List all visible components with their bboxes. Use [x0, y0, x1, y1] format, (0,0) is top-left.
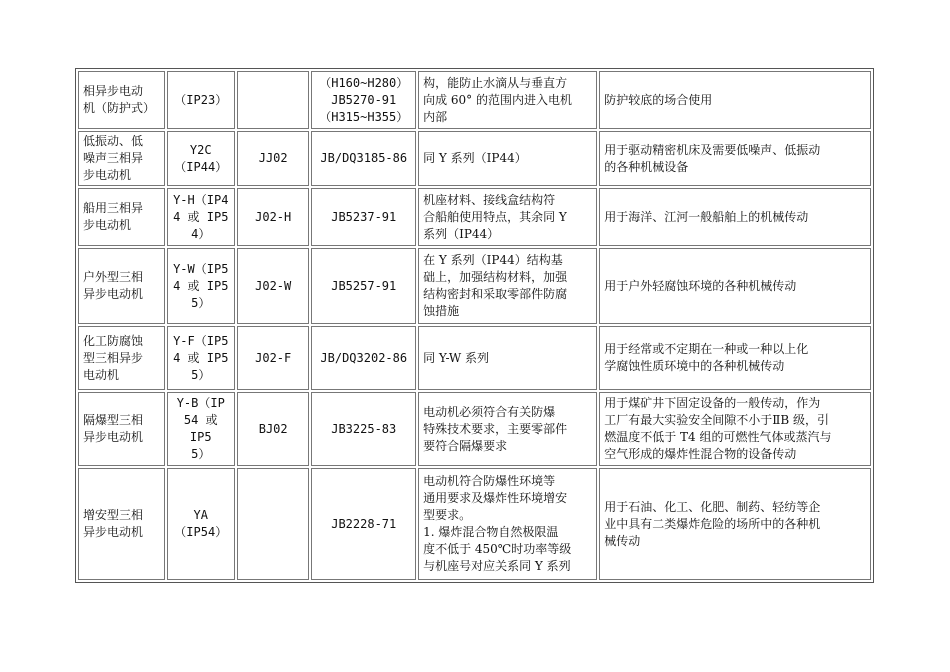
cell-usage [599, 392, 871, 466]
cell-text: YA （IP54） [174, 508, 228, 539]
cell-old-model [237, 71, 309, 129]
cell-usage [599, 131, 871, 186]
cell-text: 同 Y-W 系列 [423, 350, 490, 365]
cell-features [418, 71, 597, 129]
table-row [78, 131, 871, 186]
cell-text: 低振动、低 噪声三相异 步电动机 [83, 134, 144, 182]
cell-text: Y-H（IP4 4 或 IP5 4） [173, 192, 229, 241]
cell-text: （IP23） [174, 92, 228, 107]
cell-text: BJ02 [258, 421, 288, 436]
cell-standard [311, 326, 416, 390]
cell-text: JB/DQ3185-86 [320, 151, 408, 165]
cell-model-code [167, 392, 235, 466]
cell-usage [599, 326, 871, 390]
cell-text: 用于经常或不定期在一种或一种以上化 学腐蚀性质环境中的各种机械传动 [604, 342, 809, 373]
cell-motor-name [78, 392, 165, 466]
cell-motor-name [78, 131, 165, 186]
cell-standard [311, 468, 416, 580]
cell-motor-name [78, 468, 165, 580]
cell-text: 在 Y 系列（IP44）结构基 础上，加强结构材料，加强 结构密封和采取零部件防腐 蚀措施 [423, 253, 568, 318]
cell-text: 构，能防止水滴从与垂直方 向成 60° 的范围内进入电机 内部 [423, 75, 572, 124]
cell-standard [311, 248, 416, 324]
cell-text: JB/DQ3202-86 [320, 350, 408, 365]
table-row [78, 188, 871, 246]
cell-old-model [237, 392, 309, 466]
cell-text: J02-F [255, 350, 292, 365]
cell-features [418, 248, 597, 324]
cell-text: J02-W [255, 278, 292, 293]
cell-model-code [167, 188, 235, 246]
table-body [78, 71, 871, 580]
cell-text: 机座材料、接线盒结构符 合船舶使用特点，其余同 Y 系列（IP44） [423, 192, 567, 241]
cell-features [418, 326, 597, 390]
cell-text: JJ02 [258, 151, 288, 165]
cell-text: Y-B（IP 54 或 IP5 5） [176, 396, 225, 461]
cell-standard [311, 131, 416, 186]
cell-features [418, 468, 597, 580]
cell-text: JB5237-91 [331, 209, 397, 224]
cell-standard [311, 188, 416, 246]
cell-text: 隔爆型三相 异步电动机 [83, 413, 144, 444]
cell-model-code [167, 131, 235, 186]
cell-text: 船用三相异 步电动机 [83, 201, 144, 232]
cell-model-code [167, 71, 235, 129]
cell-text: 用于户外轻腐蚀环境的各种机械传动 [604, 278, 797, 293]
table-row [78, 392, 871, 466]
table-row [78, 248, 871, 324]
cell-features [418, 188, 597, 246]
cell-text: 用于海洋、江河一般船舶上的机械传动 [604, 209, 809, 224]
cell-old-model [237, 248, 309, 324]
table-row [78, 468, 871, 580]
table-row [78, 326, 871, 390]
cell-text: （H160~H280） JB5270-91 （H315~H355） [319, 75, 409, 124]
cell-model-code [167, 468, 235, 580]
cell-text: 电动机符合防爆性环境等 通用要求及爆炸性环境增安 型要求。 1. 爆炸混合物自然极限温 度不低于 450℃时功率等级 与机座号对应关系同 Y 系列 [423, 474, 572, 573]
cell-model-code [167, 248, 235, 324]
cell-text: Y2C （IP44） [174, 142, 228, 174]
cell-text: 用于石油、化工、化肥、制药、轻纺等企 业中具有二类爆炸危险的场所中的各种机 械传动 [604, 499, 821, 548]
cell-usage [599, 248, 871, 324]
cell-model-code [167, 326, 235, 390]
cell-motor-name [78, 326, 165, 390]
cell-text: 同 Y 系列（IP44） [423, 151, 527, 165]
cell-old-model [237, 468, 309, 580]
cell-text: J02-H [255, 209, 292, 224]
cell-text: JB3225-83 [331, 421, 397, 436]
cell-text: JB2228-71 [331, 516, 397, 531]
cell-features [418, 392, 597, 466]
cell-standard [311, 71, 416, 129]
cell-usage [599, 71, 871, 129]
cell-motor-name [78, 248, 165, 324]
cell-features [418, 131, 597, 186]
cell-text: 防护较底的场合使用 [604, 92, 713, 107]
cell-motor-name [78, 71, 165, 129]
cell-usage [599, 468, 871, 580]
cell-motor-name [78, 188, 165, 246]
cell-text: Y-W（IP5 4 或 IP5 5） [173, 261, 229, 310]
cell-text: 户外型三相 异步电动机 [83, 270, 144, 301]
cell-text: 相异步电动 机（防护式） [83, 84, 156, 115]
cell-old-model [237, 188, 309, 246]
cell-standard [311, 392, 416, 466]
cell-text: JB5257-91 [331, 278, 397, 293]
cell-text: 化工防腐蚀 型三相异步 电动机 [83, 333, 144, 382]
cell-text: 用于驱动精密机床及需要低噪声、低振动 的各种机械设备 [604, 142, 821, 174]
cell-text: 电动机必须符合有关防爆 特殊技术要求，主要零部件 要符合隔爆要求 [423, 404, 568, 453]
cell-text: Y-F（IP5 4 或 IP5 5） [173, 333, 229, 382]
cell-old-model [237, 131, 309, 186]
table-row [78, 71, 871, 129]
motor-spec-table [75, 68, 874, 583]
cell-text: 增安型三相 异步电动机 [83, 508, 144, 539]
cell-old-model [237, 326, 309, 390]
cell-text: 用于煤矿井下固定设备的一般传动，作为 工厂有最大实验安全间隙不小于ⅡB 级，引 燃温度不低于 T4 组的可燃性气体或蒸汽与 空气形成的爆炸性混合物的设备传动 [604, 396, 832, 461]
cell-usage [599, 188, 871, 246]
